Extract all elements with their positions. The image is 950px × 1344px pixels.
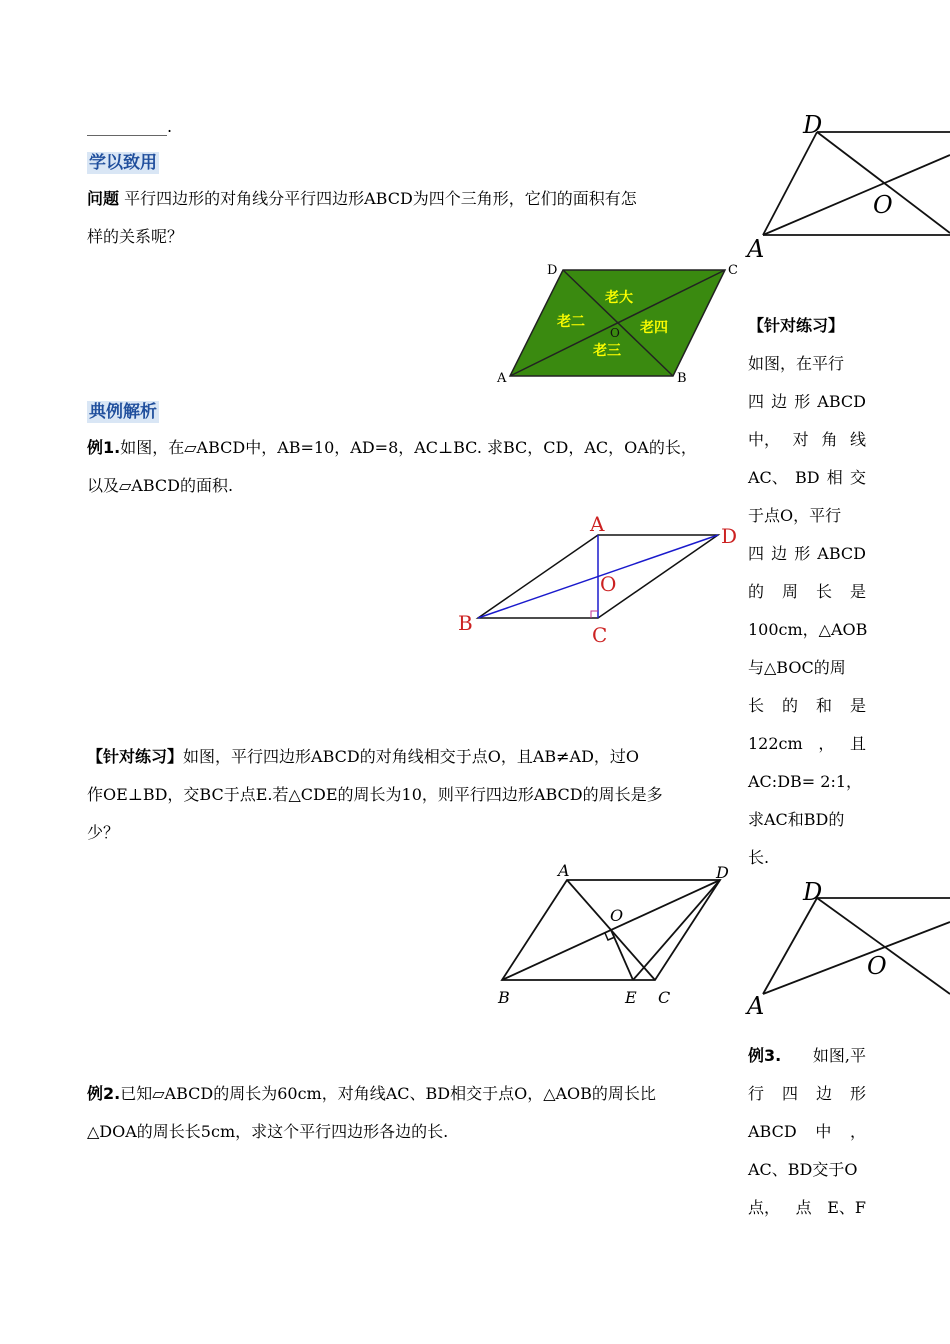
- region-label-4: 老三: [593, 343, 621, 359]
- right-practice-row-2-cell-0: 中，: [748, 430, 781, 449]
- right-practice-row-5-cell-0: 四: [748, 544, 765, 563]
- example3-row-1-cell-0: 行: [748, 1084, 765, 1103]
- example1-figure: [450, 505, 745, 650]
- right-practice-row-10-cell-2: 且: [849, 734, 866, 753]
- right-practice-row-6-cell-0: 的: [748, 582, 765, 601]
- right-practice-row-3-cell-0: AC、: [748, 468, 788, 487]
- question-line-2: 样的关系呢？: [87, 227, 184, 246]
- example1-text-1: 如图，在▱ABCD中，AB=10，AD=8，AC⊥BC. 求BC，CD，AC，OA的长，: [120, 438, 697, 457]
- example3-row-0-text: 如图,平: [812, 1046, 866, 1065]
- example3-row-1-cell-2: 边: [815, 1084, 832, 1103]
- example3-row-1-cell-1: 四: [781, 1084, 798, 1103]
- example3-row-2: [748, 1113, 866, 1151]
- right-practice-row-2-cell-1: 对: [792, 430, 809, 449]
- diagonal-ac: [763, 922, 950, 994]
- right-practice-row-10: [748, 725, 866, 763]
- right-practice-row-4: [748, 497, 866, 535]
- label-d: D: [721, 524, 738, 548]
- right-practice-row-9: [748, 687, 866, 725]
- example2-label: 例2.: [87, 1084, 121, 1103]
- right-practice-row-2: [748, 421, 866, 459]
- section-heading-examples: 典例解析: [89, 402, 157, 422]
- vertex-label-d: D: [547, 263, 558, 278]
- example3-row-2-cell-0: ABCD: [748, 1122, 797, 1141]
- practice1-figure: [490, 855, 745, 1015]
- practice1-line-1: [87, 738, 739, 776]
- right-practice-row-5: [748, 535, 866, 573]
- right-figure-1: [745, 105, 950, 265]
- green-parallelogram-figure: [495, 258, 745, 390]
- label-d: D: [803, 878, 823, 906]
- practice1-line-3: 少？: [87, 823, 120, 842]
- section-heading-apply: 学以致用: [89, 153, 157, 173]
- right-practice-row-7: [748, 611, 866, 649]
- question-text-1: 平行四边形的对角线分平行四边形ABCD为四个三角形，它们的面积有怎: [119, 189, 637, 208]
- right-practice-row-7-cell-0: 100cm，△AOB: [748, 620, 868, 639]
- right-practice-row-0: [748, 345, 866, 383]
- label-b: B: [458, 611, 473, 635]
- right-practice-row-1-cell-3: ABCD: [817, 392, 866, 411]
- right-practice-row-6: [748, 573, 866, 611]
- example3-row-2-cell-2: ，: [849, 1122, 866, 1141]
- practice1-text-1: 如图，平行四边形ABCD的对角线相交于点O，且AB≠AD，过O: [183, 747, 640, 766]
- example3-row-3: [748, 1151, 866, 1189]
- right-practice-row-10-cell-0: 122cm: [748, 734, 803, 753]
- right-practice-row-5-cell-2: 形: [794, 544, 811, 563]
- label-a: A: [590, 512, 605, 536]
- right-practice-row-10-cell-1: ，: [818, 734, 835, 753]
- right-practice-body: [748, 345, 866, 877]
- side-da: [763, 898, 817, 994]
- label-o: O: [873, 191, 893, 219]
- vertex-label-a: A: [497, 371, 507, 386]
- example3-row-0: [748, 1037, 866, 1075]
- example3-row-2-cell-1: 中: [815, 1122, 832, 1141]
- example3-label: 例3.: [748, 1046, 782, 1065]
- right-practice-row-12: [748, 801, 866, 839]
- vertex-label-c: C: [728, 263, 738, 278]
- right-practice-row-1: [748, 383, 866, 421]
- right-practice-row-3: [748, 459, 866, 497]
- example3-row-3-cell-0: AC、BD交于O: [748, 1160, 858, 1179]
- example3-row-4-cell-0: 点，: [748, 1198, 781, 1217]
- question-label: 问题: [87, 189, 120, 208]
- right-angle-mark: [591, 611, 598, 618]
- right-practice-row-1-cell-2: 形: [794, 392, 811, 411]
- practice1-label: 【针对练习】: [87, 747, 184, 766]
- label-d: D: [803, 111, 823, 139]
- example2-text-1: 已知▱ABCD的周长为60cm，对角线AC、BD相交于点O，△AOB的周长比: [120, 1084, 656, 1103]
- right-practice-row-11: [748, 763, 866, 801]
- right-figure-2: [745, 872, 950, 1022]
- label-a: A: [747, 235, 765, 263]
- example2-line-1: [87, 1075, 739, 1113]
- right-practice: [748, 307, 866, 877]
- example3-row-4-cell-1: 点: [795, 1198, 812, 1217]
- question-line-1: [87, 180, 739, 218]
- region-label-2: 老二: [557, 314, 585, 330]
- right-practice-row-9-cell-0: 长: [748, 696, 765, 715]
- right-practice-row-8-cell-0: 与△BOC的周: [748, 658, 846, 677]
- top-blank: __________.: [87, 117, 173, 136]
- example1-line-2: 以及▱ABCD的面积.: [87, 476, 234, 495]
- right-practice-row-4-cell-0: 于点O，平行: [748, 506, 842, 525]
- example3-row-4-cell-2: E、F: [827, 1198, 866, 1217]
- right-practice-row-6-cell-3: 是: [849, 582, 866, 601]
- label-o: O: [610, 906, 624, 925]
- label-o: O: [600, 572, 617, 596]
- example3-column: [748, 1037, 866, 1227]
- right-practice-row-5-cell-1: 边: [771, 544, 788, 563]
- practice1-line-2: 作OE⊥BD，交BC于点E.若△CDE的周长为10，则平行四边形ABCD的周长是多: [87, 785, 663, 804]
- right-practice-row-3-cell-3: 交: [849, 468, 866, 487]
- segment-de: [633, 880, 720, 980]
- right-practice-row-1-cell-1: 边: [771, 392, 788, 411]
- vertex-label-b: B: [677, 371, 687, 386]
- side-da: [763, 132, 817, 235]
- right-practice-row-6-cell-1: 周: [781, 582, 798, 601]
- right-practice-title: [748, 307, 866, 345]
- center-label-o: O: [610, 326, 620, 340]
- right-practice-row-5-cell-3: ABCD: [817, 544, 866, 563]
- right-practice-row-8: [748, 649, 866, 687]
- right-practice-row-6-cell-2: 长: [815, 582, 832, 601]
- right-practice-row-3-cell-2: 相: [826, 468, 843, 487]
- example1-label: 例1.: [87, 438, 121, 457]
- right-practice-row-9-cell-1: 的: [781, 696, 798, 715]
- right-practice-row-9-cell-2: 和: [815, 696, 832, 715]
- right-practice-row-0-cell-0: 如图，在平行: [748, 354, 845, 373]
- example3-row-4: [748, 1189, 866, 1227]
- label-c: C: [592, 623, 608, 647]
- label-a: A: [747, 992, 765, 1020]
- right-practice-row-2-cell-2: 角: [821, 430, 838, 449]
- region-label-1: 老大: [605, 290, 633, 306]
- example2-line-2: △DOA的周长长5cm，求这个平行四边形各边的长.: [87, 1122, 449, 1141]
- right-practice-row-13-cell-0: 长.: [748, 848, 770, 867]
- right-practice-row-12-cell-0: 求AC和BD的: [748, 810, 845, 829]
- example3-row-1: [748, 1075, 866, 1113]
- region-label-3: 老四: [640, 320, 668, 336]
- right-practice-title-text: 【针对练习】: [748, 316, 845, 335]
- label-b: B: [498, 988, 510, 1007]
- right-practice-row-11-cell-0: AC:DB= 2:1，: [748, 772, 863, 791]
- right-practice-row-9-cell-3: 是: [849, 696, 866, 715]
- example3-row-1-cell-3: 形: [849, 1084, 866, 1103]
- label-a: A: [558, 861, 570, 880]
- example1-line-1: [87, 429, 739, 467]
- diagonal-ac: [763, 155, 950, 235]
- label-o: O: [867, 952, 887, 980]
- right-practice-row-3-cell-1: BD: [795, 468, 820, 487]
- label-d: D: [716, 863, 729, 882]
- example3-body: [748, 1075, 866, 1227]
- label-e: E: [625, 988, 637, 1007]
- right-practice-row-1-cell-0: 四: [748, 392, 765, 411]
- label-c: C: [658, 988, 671, 1007]
- right-practice-row-2-cell-3: 线: [849, 430, 866, 449]
